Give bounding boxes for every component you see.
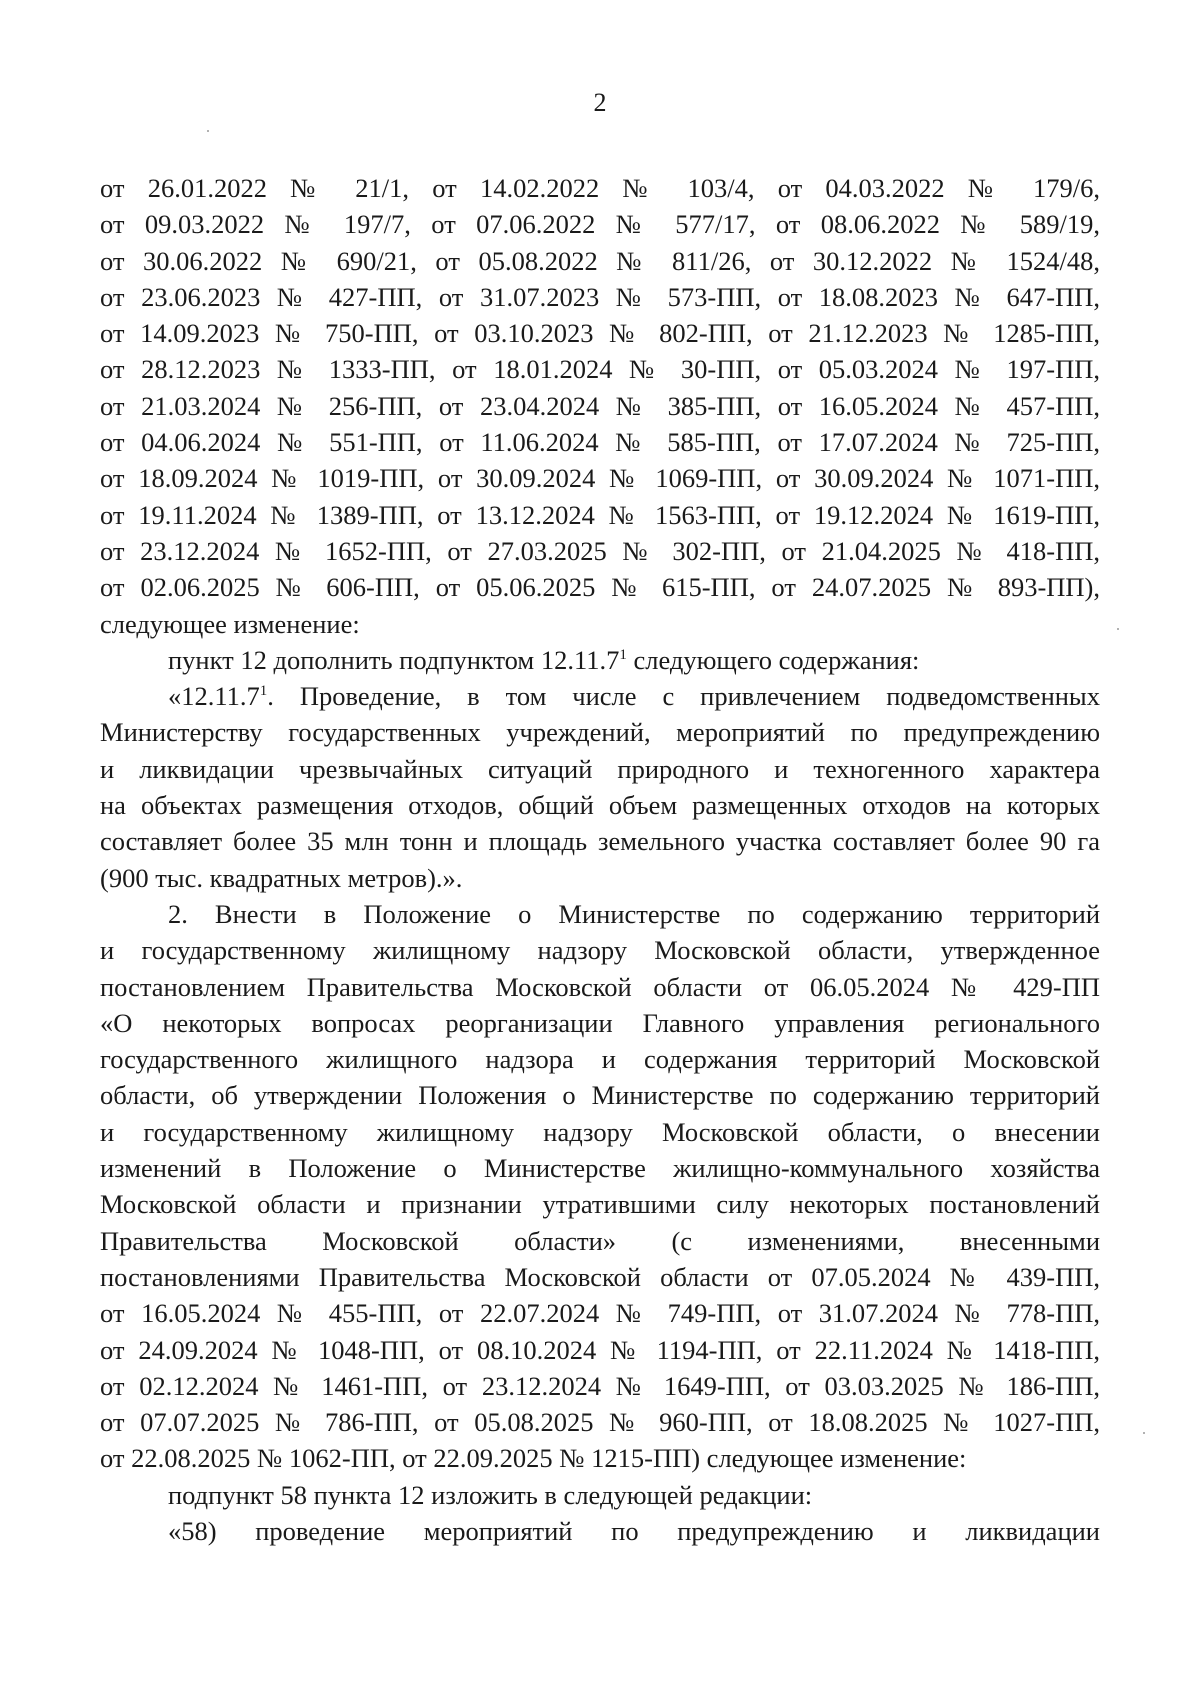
text-line [100, 606, 1100, 642]
text-line [100, 1404, 1100, 1440]
text-line [100, 787, 1100, 823]
text-line [100, 1368, 1100, 1404]
text-line [100, 714, 1100, 750]
line-text: на объектах размещения отходов, общий объем размещенных отходов на которых [100, 790, 1100, 821]
line-text: постановлениями Правительства Московской области от 07.05.2024 № 439-ПП, [100, 1261, 1100, 1292]
line-text: Министерству государственных учреждений, мероприятий по предупреждению [100, 717, 1100, 748]
line-text: от 19.11.2024 № 1389-ПП, от 13.12.2024 № 1563-ПП, от 19.12.2024 № 1619-ПП, [100, 499, 1100, 530]
text-line [100, 751, 1100, 787]
text-line [100, 1223, 1100, 1259]
text-line [100, 497, 1100, 533]
text-line [100, 1186, 1100, 1222]
text-line [100, 206, 1100, 242]
line-text: Московской области и признании утратившими силу некоторых постановлений [100, 1189, 1100, 1220]
scan-speck [207, 130, 209, 132]
line-text: и государственному жилищному надзору Московской области, утвержденное [100, 935, 1100, 966]
text-line [100, 279, 1100, 315]
line-text: пункт 12 дополнить подпунктом 12.11.7 [168, 644, 620, 675]
document-body [100, 170, 1100, 1549]
text-line [100, 460, 1100, 496]
text-line [100, 1332, 1100, 1368]
page-number: 2 [593, 88, 607, 117]
text-line [100, 1477, 1100, 1513]
line-text: «58) проведение мероприятий по предупреждению и ликвидации [168, 1515, 1100, 1546]
line-text: от 23.06.2023 № 427-ПП, от 31.07.2023 № 573-ПП, от 18.08.2023 № 647-ПП, [100, 281, 1100, 312]
text-line [100, 932, 1100, 968]
line-text: от 07.07.2025 № 786-ПП, от 05.08.2025 № 960-ПП, от 18.08.2025 № 1027-ПП, [100, 1407, 1100, 1438]
text-line [100, 388, 1100, 424]
superscript: 1 [619, 646, 627, 663]
line-text: от 30.06.2022 № 690/21, от 05.08.2022 № 811/26, от 30.12.2022 № 1524/48, [100, 245, 1100, 276]
line-text: от 28.12.2023 № 1333-ПП, от 18.01.2024 № 30-ПП, от 05.03.2024 № 197-ПП, [100, 354, 1100, 385]
line-text: «12.11.7 [168, 681, 260, 712]
text-line [100, 1114, 1100, 1150]
line-text: (900 тыс. квадратных метров).». [100, 862, 463, 893]
text-line [100, 1259, 1100, 1295]
text-line [100, 642, 1100, 678]
scan-speck [1143, 1432, 1145, 1434]
text-line [100, 351, 1100, 387]
text-line [100, 533, 1100, 569]
line-text: от 14.09.2023 № 750-ПП, от 03.10.2023 № 802-ПП, от 21.12.2023 № 1285-ПП, [100, 318, 1100, 349]
line-text: 2. Внести в Положение о Министерстве по содержанию территорий [168, 898, 1100, 929]
text-line [100, 243, 1100, 279]
line-text: Правительства Московской области» (с изменениями, внесенными [100, 1225, 1100, 1256]
text-line [100, 823, 1100, 859]
text-line [100, 569, 1100, 605]
scan-speck [1117, 628, 1119, 630]
line-text: от 18.09.2024 № 1019-ПП, от 30.09.2024 № 1069-ПП, от 30.09.2024 № 1071-ПП, [100, 463, 1100, 494]
line-text: от 23.12.2024 № 1652-ПП, от 27.03.2025 № 302-ПП, от 21.04.2025 № 418-ПП, [100, 535, 1100, 566]
text-line [100, 969, 1100, 1005]
line-text: следующее изменение: [100, 608, 360, 639]
text-line [100, 678, 1100, 714]
line-text: «О некоторых вопросах реорганизации Главного управления регионального [100, 1007, 1100, 1038]
superscript: 1 [259, 683, 268, 700]
text-line [100, 1005, 1100, 1041]
line-text: от 02.06.2025 № 606-ПП, от 05.06.2025 № 615-ПП, от 24.07.2025 № 893-ПП), [100, 572, 1100, 603]
text-line [100, 896, 1100, 932]
line-text: постановлением Правительства Московской области от 06.05.2024 № 429-ПП [100, 971, 1100, 1002]
text-line [100, 1513, 1100, 1549]
line-text: от 02.12.2024 № 1461-ПП, от 23.12.2024 № 1649-ПП, от 03.03.2025 № 186-ПП, [100, 1370, 1100, 1401]
line-text: изменений в Положение о Министерстве жилищно-коммунального хозяйства [100, 1153, 1100, 1184]
line-text: от 22.08.2025 № 1062-ПП, от 22.09.2025 № 1215-ПП) следующее изменение: [100, 1443, 967, 1474]
text-line [100, 1295, 1100, 1331]
line-text: от 26.01.2022 № 21/1, от 14.02.2022 № 103/4, от 04.03.2022 № 179/6, [100, 173, 1100, 203]
line-text: подпункт 58 пункта 12 изложить в следующей редакции: [168, 1479, 813, 1510]
line-text: от 21.03.2024 № 256-ПП, от 23.04.2024 № 385-ПП, от 16.05.2024 № 457-ПП, [100, 390, 1100, 421]
line-text: государственного жилищного надзора и содержания территорий Московской [100, 1044, 1100, 1075]
text-line [100, 315, 1100, 351]
line-text: области, об утверждении Положения о Министерстве по содержанию территорий [100, 1080, 1100, 1111]
text-line [100, 170, 1100, 206]
line-text-continued: следующего содержания: [626, 644, 920, 675]
line-text: от 04.06.2024 № 551-ПП, от 11.06.2024 № 585-ПП, от 17.07.2024 № 725-ПП, [100, 427, 1100, 458]
text-line [100, 1077, 1100, 1113]
text-line [100, 1150, 1100, 1186]
line-text: составляет более 35 млн тонн и площадь земельного участка составляет более 90 га [100, 826, 1100, 857]
line-text: от 09.03.2022 № 197/7, от 07.06.2022 № 577/17, от 08.06.2022 № 589/19, [100, 209, 1100, 240]
line-text: от 16.05.2024 № 455-ПП, от 22.07.2024 № 749-ПП, от 31.07.2024 № 778-ПП, [100, 1298, 1100, 1329]
line-text: и государственному жилищному надзору Московской области, о внесении [100, 1116, 1100, 1147]
text-line [100, 424, 1100, 460]
text-line [100, 1440, 1100, 1476]
line-text: от 24.09.2024 № 1048-ПП, от 08.10.2024 № 1194-ПП, от 22.11.2024 № 1418-ПП, [100, 1334, 1100, 1365]
text-line [100, 1041, 1100, 1077]
line-text-continued: . Проведение, в том числе с привлечением подведомственных [267, 681, 1100, 712]
text-line [100, 860, 1100, 896]
line-text: и ликвидации чрезвычайных ситуаций природного и техногенного характера [100, 753, 1100, 784]
